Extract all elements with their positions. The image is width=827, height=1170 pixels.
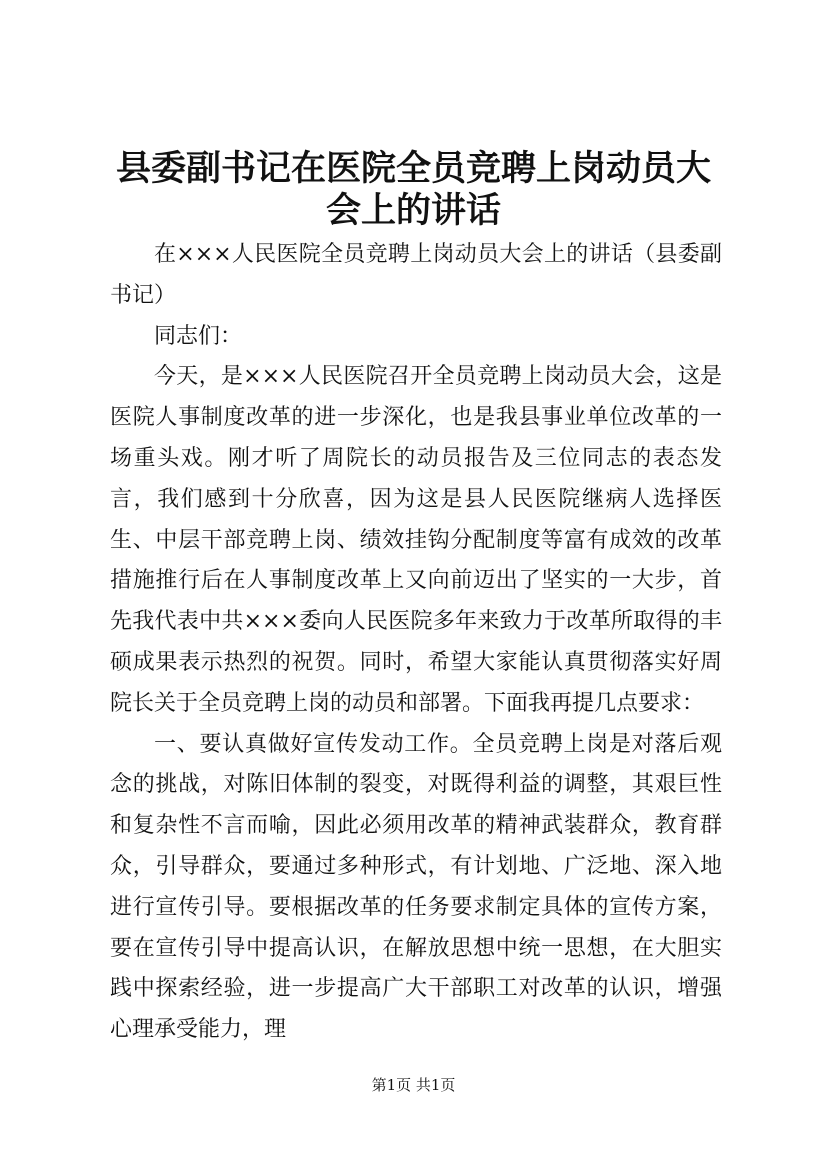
page-footer: 第1页 共1页 [371, 1076, 456, 1094]
paragraph-heading-line: 在×××人民医院全员竞聘上岗动员大会上的讲话（县委副书记） [110, 242, 722, 308]
paragraph-opening: 今天，是×××人民医院召开全员竞聘上岗动员大会，这是医院人事制度改革的进一步深化，也是我县事业单位改革的一场重头戏。刚才听了周院长的动员报告及三位同志的表态发言，我们感到十分欣喜，因为这是县人民医院继病人选择医生、中层干部竞聘上岗、绩效挂钩分配制度等富有成效的改革措施推行后在人事制度改革上又向前迈出了坚实的一大步，首先我代表中共×××委向人民医院多年来致力于改革所取得的丰硕成果表示热烈的祝贺。同时，希望大家能认真贯彻落实好周院长关于全员竞聘上岗的动员和部署。下面我再提几点要求： [110, 364, 722, 716]
paragraph-point-one: 一、要认真做好宣传发动工作。全员竞聘上岗是对落后观念的挑战，对陈旧体制的裂变，对既得利益的调整，其艰巨性和复杂性不言而喻，因此必须用改革的精神武装群众，教育群众，引导群众，要通过多种形式，有计划地、广泛地、深入地进行宣传引导。要根据改革的任务要求制定具体的宣传方案，要在宣传引导中提高认识，在解放思想中统一思想，在大胆实践中探索经验，进一步提高广大干部职工对改革的认识，增强心理承受能力，理 [110, 731, 722, 1043]
document-body [110, 235, 722, 1051]
document-title: 县委副书记在医院全员竞聘上岗动员大会上的讲话 [115, 148, 711, 231]
paragraph-salutation: 同志们： [154, 323, 243, 349]
